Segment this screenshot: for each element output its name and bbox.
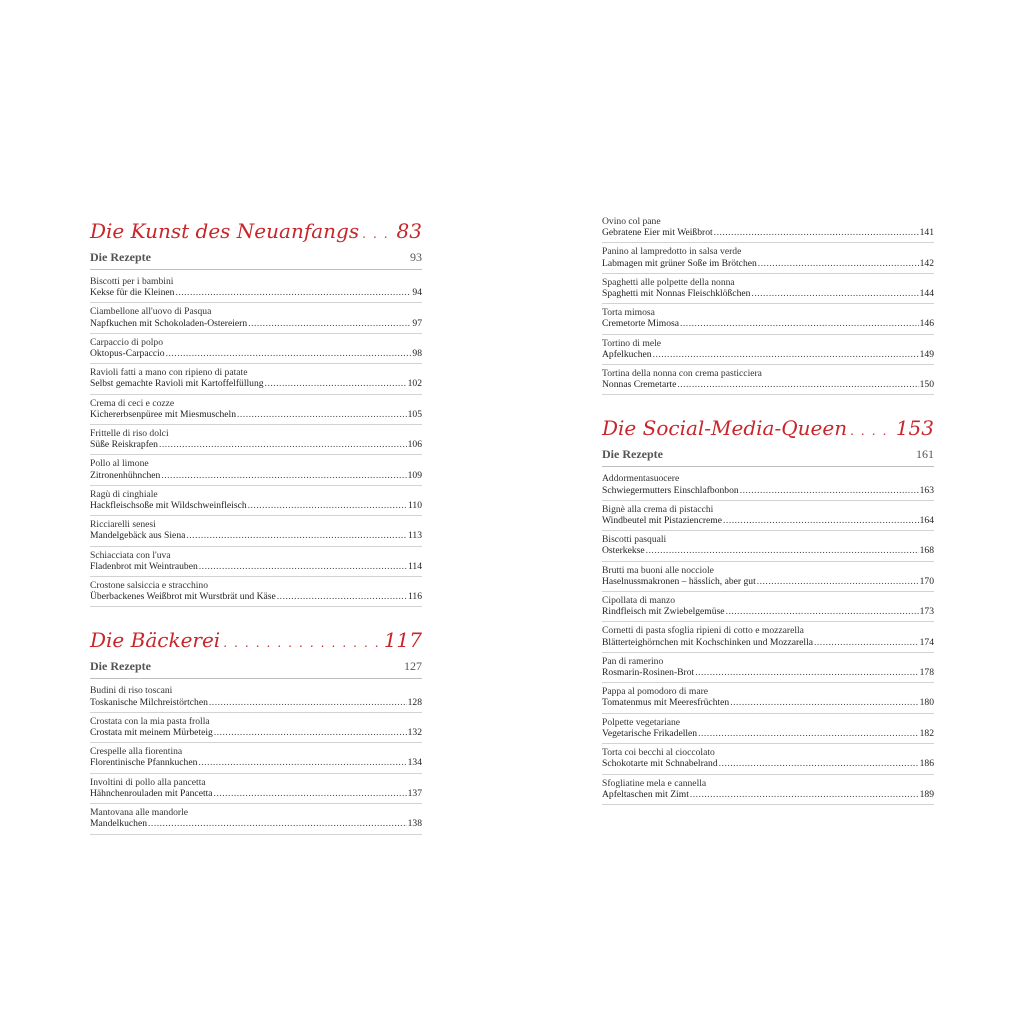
italian-recipe-title: Ciambellone all'uovo di Pasqua: [90, 306, 212, 318]
page-number: 102: [407, 378, 422, 390]
italian-recipe-title: Ricciarelli senesi: [90, 519, 156, 531]
german-recipe-title: Kekse für die Kleinen: [90, 287, 175, 299]
toc-entry[interactable]: [602, 594, 934, 622]
german-title-row: [602, 637, 934, 648]
dot-leader: [161, 470, 406, 481]
page-number: 94: [412, 287, 422, 299]
italian-recipe-title: Torta mimosa: [602, 307, 655, 319]
dot-leader: [695, 667, 918, 678]
german-recipe-title: Apfelkuchen: [602, 348, 652, 360]
italian-recipe-title: Pan di ramerino: [602, 655, 664, 667]
dot-leader: [740, 485, 919, 496]
german-recipe-title: Hähnchenrouladen mit Pancetta: [90, 787, 213, 799]
german-title-row: [90, 287, 422, 298]
italian-recipe-title: Cipollata di manzo: [602, 595, 676, 607]
german-recipe-title: Kichererbsenpüree mit Miesmuscheln: [90, 408, 236, 420]
german-recipe-title: Spaghetti mit Nonnas Fleischklößchen: [602, 288, 751, 300]
page-number: 97: [412, 317, 422, 329]
page-number: 105: [407, 408, 422, 420]
toc-entry[interactable]: [90, 518, 422, 546]
right-column: [602, 215, 934, 807]
chapter-page-number: 83: [396, 219, 422, 243]
italian-recipe-title: Bignè alla crema di pistacchi: [602, 503, 714, 515]
toc-entry[interactable]: [90, 275, 422, 303]
german-recipe-title: Gebratene Eier mit Weißbrot: [602, 227, 713, 239]
dot-leader: [248, 318, 411, 329]
german-title-row: [90, 727, 422, 738]
dot-leader: [175, 287, 411, 298]
german-title-row: [602, 515, 934, 526]
dot-leader: [726, 606, 919, 617]
italian-recipe-title: Pappa al pomodoro di mare: [602, 686, 709, 698]
page-number: 173: [919, 606, 934, 618]
toc-entry[interactable]: [602, 306, 934, 334]
dot-leader: [814, 637, 919, 648]
toc-entry[interactable]: [90, 366, 422, 394]
german-recipe-title: Rosmarin-Rosinen-Brot: [602, 667, 695, 679]
rezepte-label: Die Rezepte: [90, 659, 151, 674]
page-number: 110: [407, 500, 422, 512]
german-recipe-title: Crostata mit meinem Mürbeteig: [90, 727, 213, 739]
german-recipe-title: Zitronenhühnchen: [90, 469, 161, 481]
page-number: 150: [919, 379, 934, 391]
chapter-page-number: 117: [383, 628, 422, 653]
toc-entry[interactable]: [602, 245, 934, 273]
toc-entry[interactable]: [602, 777, 934, 805]
italian-recipe-title: Tortino di mele: [602, 337, 662, 349]
german-recipe-title: Schwiegermutters Einschlafbonbon: [602, 484, 739, 496]
italian-recipe-title: Crostata con la mia pasta frolla: [90, 715, 210, 727]
toc-entry[interactable]: [90, 397, 422, 425]
toc-entry[interactable]: [90, 457, 422, 485]
page-number: 189: [919, 788, 934, 800]
german-title-row: [602, 576, 934, 587]
german-recipe-title: Oktopus-Carpaccio: [90, 348, 165, 360]
dot-leader: [362, 221, 393, 247]
rezepte-heading[interactable]: [90, 659, 422, 679]
german-recipe-title: Nonnas Cremetarte: [602, 379, 677, 391]
dot-leader: [214, 788, 407, 799]
german-title-row: [602, 227, 934, 238]
toc-entry[interactable]: [602, 503, 934, 531]
italian-recipe-title: Schiacciata con l'uva: [90, 549, 171, 561]
toc-entry[interactable]: [602, 564, 934, 592]
rezepte-label: Die Rezepte: [90, 250, 151, 264]
italian-recipe-title: Polpette vegetariane: [602, 716, 681, 728]
dot-leader: [148, 818, 407, 829]
page-number: 149: [919, 348, 934, 360]
german-recipe-title: Toskanische Milchreistörtchen: [90, 696, 208, 708]
dot-leader: [237, 409, 407, 420]
german-title-row: [90, 530, 422, 541]
page-number: 178: [919, 667, 934, 679]
dot-leader: [265, 378, 407, 389]
dot-leader: [653, 349, 919, 360]
dot-leader: [714, 227, 919, 238]
rezepte-heading[interactable]: [90, 250, 422, 270]
german-recipe-title: Osterkekse: [602, 545, 645, 557]
german-recipe-title: Blätterteighörnchen mit Kochschinken und Mozzarella: [602, 636, 813, 648]
rezepte-heading[interactable]: [602, 447, 934, 467]
toc-entry[interactable]: [602, 716, 934, 744]
german-recipe-title: Überbackenes Weißbrot mit Wurstbrät und Käse: [90, 591, 276, 603]
page-number: 180: [919, 697, 934, 709]
german-title-row: [602, 667, 934, 678]
german-title-row: [90, 561, 422, 572]
dot-leader: [680, 318, 919, 329]
german-title-row: [90, 409, 422, 420]
italian-recipe-title: Spaghetti alle polpette della nonna: [602, 276, 735, 288]
toc-entry[interactable]: [602, 746, 934, 774]
italian-recipe-title: Sfogliatine mela e cannella: [602, 777, 707, 789]
german-recipe-title: Vegetarische Frikadellen: [602, 727, 698, 739]
german-recipe-title: Mandelgebäck aus Siena: [90, 530, 186, 542]
german-recipe-title: Tomatenmus mit Meeresfrüchten: [602, 697, 730, 709]
german-title-row: [602, 258, 934, 269]
german-recipe-title: Schokotarte mit Schnabelrand: [602, 758, 718, 770]
dot-leader: [850, 418, 893, 444]
rezepte-label: Die Rezepte: [602, 447, 663, 462]
german-title-row: [90, 591, 422, 602]
german-title-row: [602, 728, 934, 739]
chapter-heading[interactable]: [90, 627, 422, 656]
page-number: 163: [919, 484, 934, 496]
toc-entry[interactable]: [602, 624, 934, 652]
italian-recipe-title: Pollo al limone: [90, 458, 149, 470]
italian-recipe-title: Mantovana alle mandorle: [90, 807, 189, 819]
dot-leader: [677, 379, 918, 390]
rezepte-page-number: 93: [410, 250, 422, 264]
italian-recipe-title: Ovino col pane: [602, 216, 661, 227]
dot-leader: [730, 697, 918, 708]
italian-recipe-title: Budini di riso toscani: [90, 685, 173, 697]
dot-leader: [248, 500, 407, 511]
page-number: 138: [407, 818, 422, 830]
german-recipe-title: Apfeltaschen mit Zimt: [602, 788, 689, 800]
german-recipe-title: Fladenbrot mit Weintrauben: [90, 560, 198, 572]
dot-leader: [758, 258, 919, 269]
german-title-row: [602, 349, 934, 360]
page-number: 113: [407, 530, 422, 542]
rezepte-page-number: 161: [916, 447, 934, 462]
dot-leader: [214, 727, 407, 738]
german-recipe-title: Florentinische Pfannkuchen: [90, 757, 198, 769]
page-number: 114: [407, 560, 422, 572]
toc-entry[interactable]: [602, 655, 934, 683]
page-number: 186: [919, 758, 934, 770]
toc-entry[interactable]: [602, 472, 934, 500]
german-title-row: [90, 500, 422, 511]
chapter-heading[interactable]: [602, 415, 934, 444]
dot-leader: [646, 545, 919, 556]
german-recipe-title: Mandelkuchen: [90, 818, 148, 830]
italian-recipe-title: Crema di ceci e cozze: [90, 397, 175, 409]
german-title-row: [602, 318, 934, 329]
dot-leader: [723, 515, 919, 526]
italian-recipe-title: Ravioli fatti a mano con ripieno di patate: [90, 367, 248, 379]
german-title-row: [602, 288, 934, 299]
chapter-page-number: 153: [895, 416, 934, 441]
italian-recipe-title: Tortina della nonna con crema pasticciera: [602, 368, 762, 380]
page-number: 141: [919, 227, 934, 239]
page-number: 116: [407, 591, 422, 603]
toc-entry[interactable]: [90, 305, 422, 333]
page-number: 98: [412, 348, 422, 360]
dot-leader: [690, 789, 919, 800]
italian-recipe-title: Crespelle alla fiorentina: [90, 746, 183, 758]
german-title-row: [602, 606, 934, 617]
page-number: 109: [407, 469, 422, 481]
german-title-row: [602, 697, 934, 708]
toc-entry[interactable]: [90, 549, 422, 577]
german-title-row: [90, 788, 422, 799]
page-number: 174: [919, 636, 934, 648]
dot-leader: [199, 561, 407, 572]
german-title-row: [602, 379, 934, 390]
german-title-row: [90, 348, 422, 359]
italian-recipe-title: Biscotti per i bambini: [90, 276, 174, 287]
german-title-row: [90, 318, 422, 329]
dot-leader: [751, 288, 918, 299]
german-title-row: [90, 470, 422, 481]
chapter-title: Die Social-Media-Queen: [602, 416, 848, 441]
page-number: 142: [919, 257, 934, 269]
dot-leader: [223, 630, 381, 656]
german-recipe-title: Cremetorte Mimosa: [602, 318, 679, 330]
toc-entry[interactable]: [90, 579, 422, 607]
page-number: 164: [919, 515, 934, 527]
page-number: 134: [407, 757, 422, 769]
page-number: 128: [407, 696, 422, 708]
toc-entry[interactable]: [90, 488, 422, 516]
toc-entry[interactable]: [90, 745, 422, 773]
toc-entry[interactable]: [90, 806, 422, 834]
german-recipe-title: Selbst gemachte Ravioli mit Kartoffelfüllung: [90, 378, 264, 390]
dot-leader: [698, 728, 919, 739]
italian-recipe-title: Involtini di pollo alla pancetta: [90, 776, 206, 788]
dot-leader: [757, 576, 919, 587]
page-number: 137: [407, 787, 422, 799]
toc-entry[interactable]: [90, 684, 422, 712]
german-title-row: [602, 758, 934, 769]
german-title-row: [90, 757, 422, 768]
italian-recipe-title: Biscotti pasquali: [602, 534, 667, 546]
chapter-heading[interactable]: [90, 218, 422, 247]
italian-recipe-title: Brutti ma buoni alle nocciole: [602, 564, 714, 576]
toc-entry[interactable]: [602, 367, 934, 395]
section-spacer: [602, 397, 934, 415]
italian-recipe-title: Carpaccio di polpo: [90, 336, 163, 348]
page-number: 168: [919, 545, 934, 557]
italian-recipe-title: Cornetti di pasta sfoglia ripieni di cotto e mozzarella: [602, 625, 804, 637]
page-number: 144: [919, 288, 934, 300]
toc-entry[interactable]: [90, 427, 422, 455]
italian-recipe-title: Crostone salsiccia e stracchino: [90, 580, 209, 592]
dot-leader: [277, 591, 407, 602]
toc-entry[interactable]: [602, 337, 934, 365]
page-number: 106: [407, 439, 422, 451]
toc-entry[interactable]: [90, 715, 422, 743]
section-spacer: [90, 609, 422, 627]
dot-leader: [198, 757, 406, 768]
italian-recipe-title: Ragù di cinghiale: [90, 488, 158, 500]
dot-leader: [719, 758, 919, 769]
german-title-row: [90, 818, 422, 829]
toc-entry[interactable]: [90, 776, 422, 804]
dot-leader: [209, 697, 407, 708]
german-title-row: [602, 789, 934, 800]
german-title-row: [90, 378, 422, 389]
german-title-row: [90, 697, 422, 708]
german-recipe-title: Rindfleisch mit Zwiebelgemüse: [602, 606, 725, 618]
italian-recipe-title: Panino al lampredotto in salsa verde: [602, 246, 742, 258]
german-recipe-title: Hackfleischsoße mit Wildschweinfleisch: [90, 500, 247, 512]
german-recipe-title: Süße Reiskrapfen: [90, 439, 158, 451]
page-number: 132: [407, 727, 422, 739]
dot-leader: [186, 530, 407, 541]
german-title-row: [602, 545, 934, 556]
toc-entry[interactable]: [602, 276, 934, 304]
italian-recipe-title: Addormentasuocere: [602, 473, 680, 485]
dot-leader: [159, 439, 407, 450]
toc-entry[interactable]: [602, 685, 934, 713]
left-column: [90, 218, 422, 837]
german-recipe-title: Napfkuchen mit Schokoladen-Ostereiern: [90, 317, 248, 329]
toc-entry[interactable]: [90, 336, 422, 364]
page-number: 146: [919, 318, 934, 330]
italian-recipe-title: Frittelle di riso dolci: [90, 428, 169, 440]
german-recipe-title: Labmagen mit grüner Soße im Brötchen: [602, 257, 757, 269]
german-title-row: [90, 439, 422, 450]
german-title-row: [602, 485, 934, 496]
italian-recipe-title: Torta coi becchi al cioccolato: [602, 747, 715, 759]
page-number: 170: [919, 575, 934, 587]
german-recipe-title: Windbeutel mit Pistaziencreme: [602, 515, 723, 527]
rezepte-page-number: 127: [404, 659, 422, 674]
toc-entry[interactable]: [602, 215, 934, 243]
page-number: 182: [919, 727, 934, 739]
german-recipe-title: Haselnussmakronen – hässlich, aber gut: [602, 575, 756, 587]
toc-entry[interactable]: [602, 533, 934, 561]
chapter-title: Die Bäckerei: [90, 628, 221, 653]
chapter-title: Die Kunst des Neuanfangs: [90, 219, 360, 243]
dot-leader: [166, 348, 412, 359]
